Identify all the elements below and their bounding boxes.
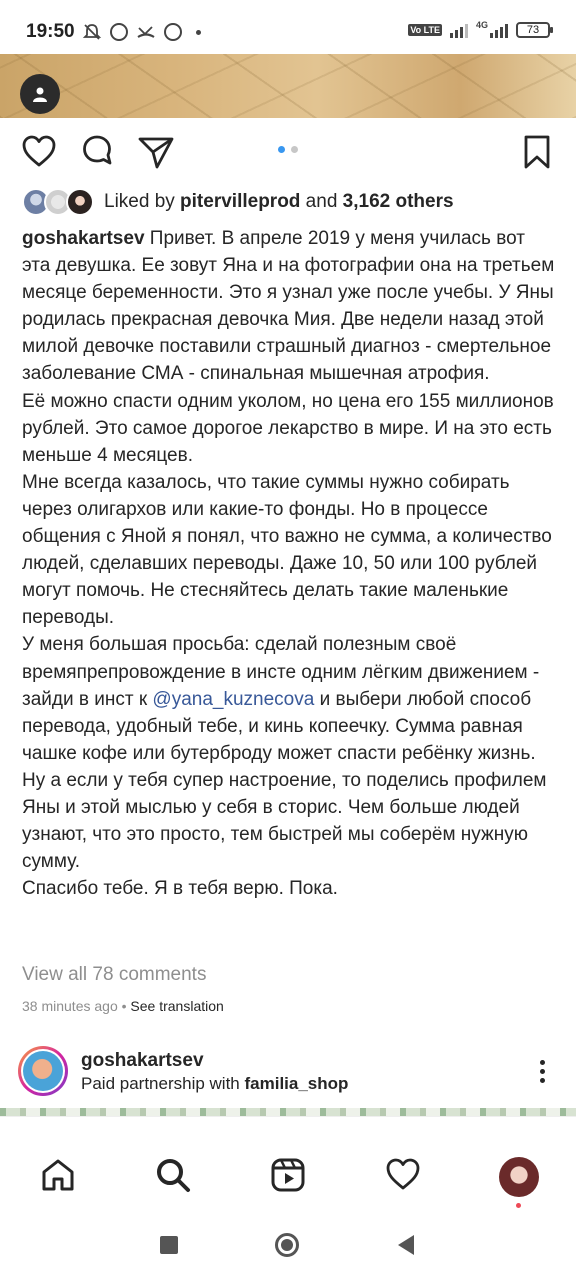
more-notifications-dot xyxy=(196,30,201,35)
story-avatar[interactable] xyxy=(18,1046,68,1096)
liked-by-and: and xyxy=(300,191,343,212)
liked-by-text xyxy=(104,191,454,213)
missed-call-icon xyxy=(136,22,156,42)
system-nav-bar xyxy=(0,1212,576,1280)
volte-badge: Vo LTE xyxy=(410,25,440,35)
caption-text-1: Привет. В апреле 2019 у меня училась вот эта девушка. Ее зовут Яна и на фотографии она на третьем месяце беременности. Это я узнал уже после учебы. У Яны родилась прекрасная девочка Мия. Две недели назад этой милой девочке поставили страшный диагноз - смертельное заболевание СМА - спинальная мышечная атрофия. xyxy=(22,228,555,385)
caption-mention-link[interactable]: @yana_kuznecova xyxy=(152,688,315,710)
view-all-comments-link[interactable]: View all 78 comments xyxy=(22,964,207,985)
next-post-username[interactable]: goshakartsev xyxy=(81,1050,204,1071)
see-translation-link[interactable]: See translation xyxy=(130,998,224,1014)
caption-paragraph xyxy=(22,225,558,388)
battery-icon xyxy=(516,22,550,38)
search-icon[interactable] xyxy=(155,1157,191,1193)
bookmark-icon[interactable] xyxy=(522,134,552,170)
tagged-people-button[interactable] xyxy=(20,74,60,114)
paid-partner-name[interactable]: familia_shop xyxy=(244,1074,349,1093)
paper-plane-icon[interactable] xyxy=(137,134,175,170)
liker-avatar xyxy=(66,188,94,216)
home-icon[interactable] xyxy=(40,1157,76,1193)
status-right xyxy=(408,22,550,38)
caption-paragraph xyxy=(22,631,558,766)
paid-partnership-label[interactable] xyxy=(81,1074,348,1094)
caption-text-4a: У меня большая просьба: сделай полезным своё времяпрепровождение в инсте одним лёгким движением - зайди в инст к xyxy=(22,634,540,710)
post-photo[interactable] xyxy=(0,54,576,118)
likes-row[interactable] xyxy=(22,186,454,218)
person-icon xyxy=(31,85,49,103)
pager-dot-active xyxy=(278,146,285,153)
caption-paragraph: Ну а если у тебя супер настроение, то поделись профилем Яны и этой мыслью у себя в сторис. Чем больше людей узнают, что это просто, тем быстрей мы соберём нужную сумму. xyxy=(22,769,547,873)
carousel-pager xyxy=(278,146,298,153)
recents-button[interactable] xyxy=(160,1236,178,1254)
status-time: 19:50 xyxy=(26,21,75,42)
more-options-icon[interactable] xyxy=(540,1060,546,1087)
post-caption xyxy=(22,225,558,902)
status-notification-icons xyxy=(82,22,201,42)
signal-2-icon xyxy=(490,22,508,38)
battery-level: 73 xyxy=(526,24,540,36)
bottom-nav xyxy=(0,1116,576,1213)
app-notification-icon xyxy=(164,23,182,41)
next-post-header xyxy=(0,1040,576,1110)
heart-icon[interactable] xyxy=(21,134,57,168)
liked-by-user[interactable]: pitervilleprod xyxy=(180,191,301,212)
caption-paragraph: Спасибо тебе. Я в тебя верю. Пока. xyxy=(22,878,338,900)
home-system-button[interactable] xyxy=(275,1233,299,1257)
caption-text-4b: и выбери любой способ перевода, удобный тебе, и кинь копеечку. Сумма равная чашке кофе или бутерброду может спасти ребёнку жизнь. xyxy=(22,688,536,764)
caption-paragraph: Мне всегда казалось, что такие суммы нужно собирать через олигархов или какие-то фонды. Но в процессе общения с Яной я понял, что важно не сумма, а количество людей, сделавших переводы. Даже 10, 50 или 100 рублей могут помочь. Не стесняйтесь делать такие маленькие переводы. xyxy=(22,471,552,629)
caption-paragraph: Её можно спасти одним уколом, но цена его 155 миллионов рублей. Это самое дорогое лекарство в мире. И на это есть меньше 4 месяцев. xyxy=(22,390,554,466)
post-time: 38 minutes ago xyxy=(22,998,118,1014)
caption-username[interactable]: goshakartsev xyxy=(22,228,145,249)
settings-gear-icon xyxy=(110,23,128,41)
liked-by-prefix: Liked by xyxy=(104,191,181,212)
status-bar xyxy=(0,0,576,54)
comment-icon[interactable] xyxy=(79,134,115,170)
liked-by-others[interactable]: 3,162 others xyxy=(342,191,454,212)
liker-avatars xyxy=(22,187,96,217)
signal-1-icon xyxy=(450,22,468,38)
back-button[interactable] xyxy=(398,1235,414,1255)
next-post-photo[interactable] xyxy=(0,1108,576,1116)
pager-dot xyxy=(291,146,298,153)
activity-heart-icon[interactable] xyxy=(385,1157,421,1191)
mute-bell-icon xyxy=(82,22,102,42)
profile-avatar[interactable] xyxy=(499,1157,539,1197)
network-type: 4G xyxy=(475,20,488,30)
post-meta xyxy=(22,998,224,1014)
meta-separator: • xyxy=(117,998,131,1014)
paid-partnership-prefix: Paid partnership with xyxy=(81,1074,245,1093)
reels-icon[interactable] xyxy=(270,1157,306,1193)
notification-dot xyxy=(516,1203,521,1208)
